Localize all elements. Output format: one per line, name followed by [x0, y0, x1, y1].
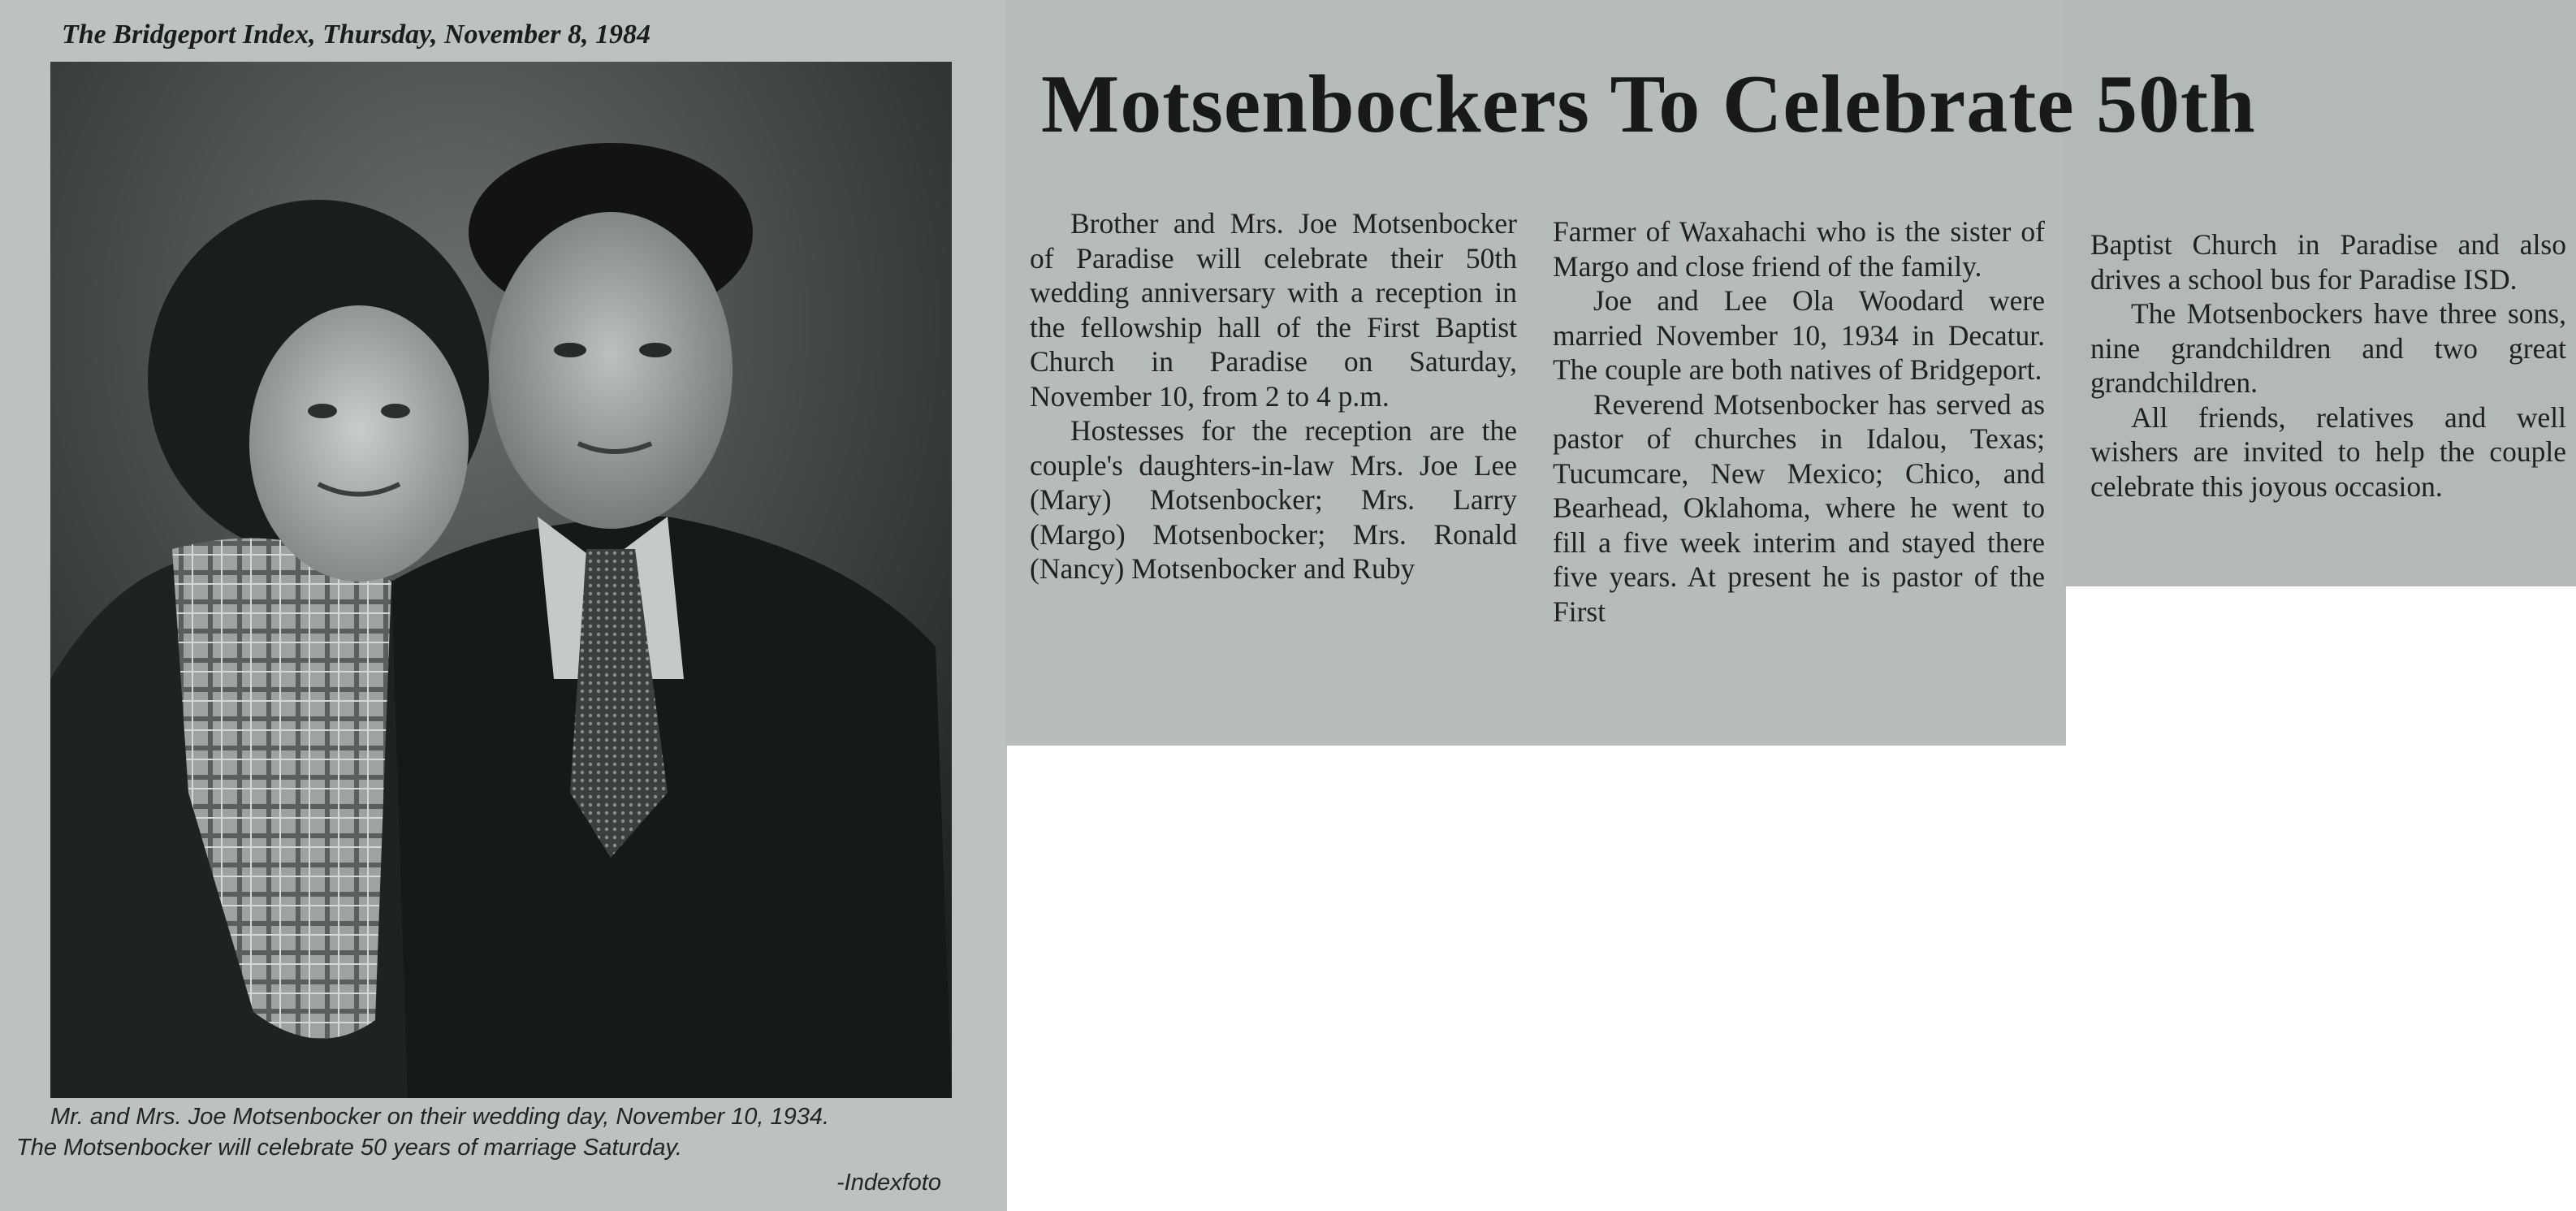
caption-line-2: The Motsenbocker will celebrate 50 years of marriage Saturday. — [16, 1135, 682, 1161]
paragraph: Joe and Lee Ola Woodard were married November 10, 1934 in Decatur. The couple are both natives of Bridgeport. — [1553, 284, 2045, 386]
paragraph: All friends, relatives and well wishers are invited to help the couple celebrate this joyous occasion. — [2090, 400, 2566, 503]
article-headline: Motsenbockers To Celebrate 50th — [1041, 58, 2256, 150]
paragraph: Brother and Mrs. Joe Motsenbocker of Paradise will celebrate their 50th wedding anniversary with a reception in the fellowship hall of the First Baptist Church in Paradise on Saturday, November 10, from 2 to 4 p.m. — [1030, 207, 1517, 413]
article-column-1 — [1030, 206, 1517, 586]
caption-line-1: Mr. and Mrs. Joe Motsenbocker on their wedding day, November 10, 1934. — [50, 1104, 830, 1130]
newspaper-dateline: The Bridgeport Index, Thursday, November 8, 1984 — [62, 19, 651, 50]
article-column-3 — [2090, 227, 2566, 504]
paragraph: The Motsenbockers have three sons, nine grandchildren and two great grandchildren. — [2090, 297, 2566, 399]
photo-credit: -Indexfoto — [836, 1170, 941, 1196]
paragraph: Farmer of Waxahachi who is the sister of Margo and close friend of the family. — [1553, 215, 2045, 283]
paragraph: Reverend Motsenbocker has served as pastor of churches in Idalou, Texas; Tucumcare, New Mexico; Chico, and Bearhead, Oklahoma, where he went to fill a five week interim and stayed there five years. At present he is pastor of the First — [1553, 387, 2045, 628]
paragraph: Hostesses for the reception are the couple's daughters-in-law Mrs. Joe Lee (Mary) Motsenbocker; Mrs. Larry (Margo) Motsenbocker; Mrs. Ronald (Nancy) Motsenbocker and Ruby — [1030, 414, 1517, 585]
article-column-2 — [1553, 214, 2045, 629]
photo-caption — [16, 1101, 991, 1163]
paragraph: Baptist Church in Paradise and also drives a school bus for Paradise ISD. — [2090, 228, 2566, 296]
wedding-photo — [50, 62, 952, 1098]
